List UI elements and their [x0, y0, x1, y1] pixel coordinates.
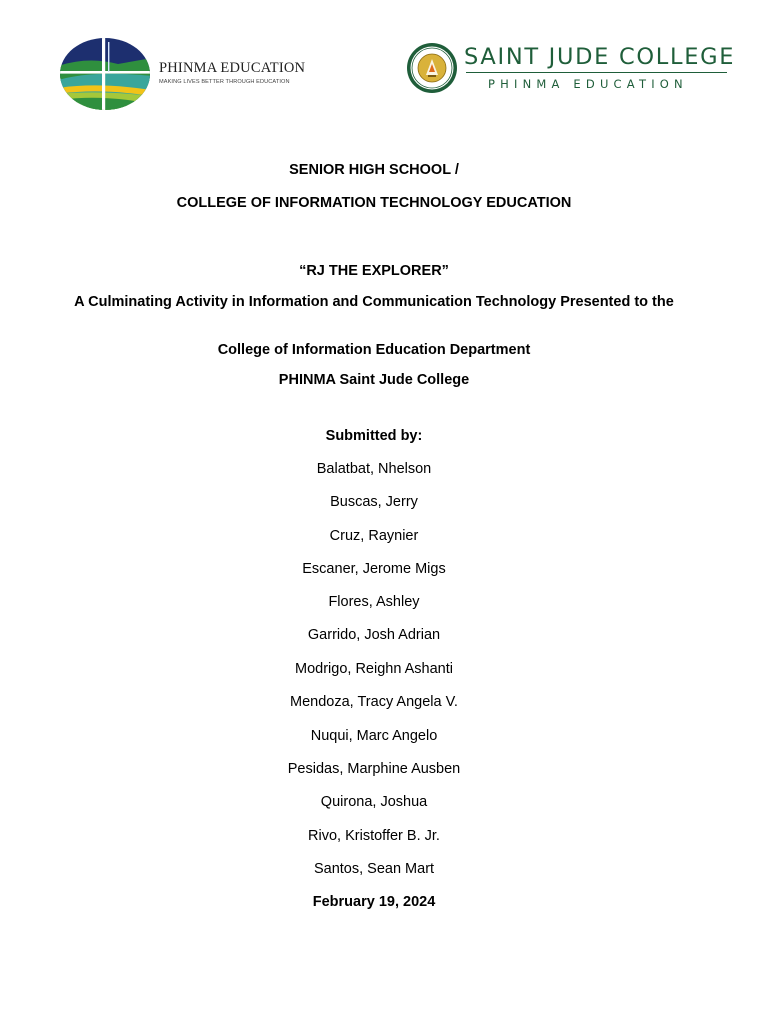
- member-name: Pesidas, Marphine Ausben: [287, 761, 461, 777]
- phinma-logo-name: PHINMA EDUCATION: [159, 60, 306, 76]
- member-name: Buscas, Jerry: [330, 494, 418, 510]
- member-name: Flores, Ashley: [328, 594, 420, 610]
- member-name: Nuqui, Marc Angelo: [310, 728, 438, 744]
- member-name: Cruz, Raynier: [329, 528, 419, 544]
- member-name: Escaner, Jerome Migs: [302, 561, 446, 577]
- institution-name: PHINMA Saint Jude College: [278, 372, 470, 388]
- heading-senior-high-school: SENIOR HIGH SCHOOL /: [289, 162, 459, 178]
- member-name: Mendoza, Tracy Angela V.: [290, 694, 458, 710]
- member-name: Balatbat, Nhelson: [316, 461, 432, 477]
- department-name: College of Information Education Department: [217, 342, 531, 358]
- phinma-logo-tagline: MAKING LIVES BETTER THROUGH EDUCATION: [159, 79, 290, 85]
- member-name: Quirona, Joshua: [320, 794, 428, 810]
- saint-jude-college-name: SAINT JUDE COLLEGE: [464, 44, 736, 70]
- member-name: Santos, Sean Mart: [313, 861, 435, 877]
- phinma-emblem-icon: [58, 36, 152, 112]
- phinma-education-logo: [58, 36, 318, 112]
- project-title: “RJ THE EXPLORER”: [299, 263, 449, 279]
- heading-college-of-it-education: COLLEGE OF INFORMATION TECHNOLOGY EDUCATION: [176, 195, 572, 211]
- submitted-by-label: Submitted by:: [325, 428, 423, 444]
- member-name: Rivo, Kristoffer B. Jr.: [308, 828, 440, 844]
- saint-jude-college-logo: [406, 42, 736, 102]
- member-name: Garrido, Josh Adrian: [307, 627, 441, 643]
- member-name: Modrigo, Reighn Ashanti: [295, 661, 453, 677]
- saint-jude-seal-icon: [406, 42, 458, 94]
- saint-jude-college-subtitle: PHINMA EDUCATION: [488, 77, 688, 91]
- header: [0, 34, 768, 114]
- logo-divider-line: [466, 72, 727, 73]
- project-description: A Culminating Activity in Information and Communication Technology Presented to the: [74, 294, 674, 310]
- submission-date: February 19, 2024: [312, 894, 436, 910]
